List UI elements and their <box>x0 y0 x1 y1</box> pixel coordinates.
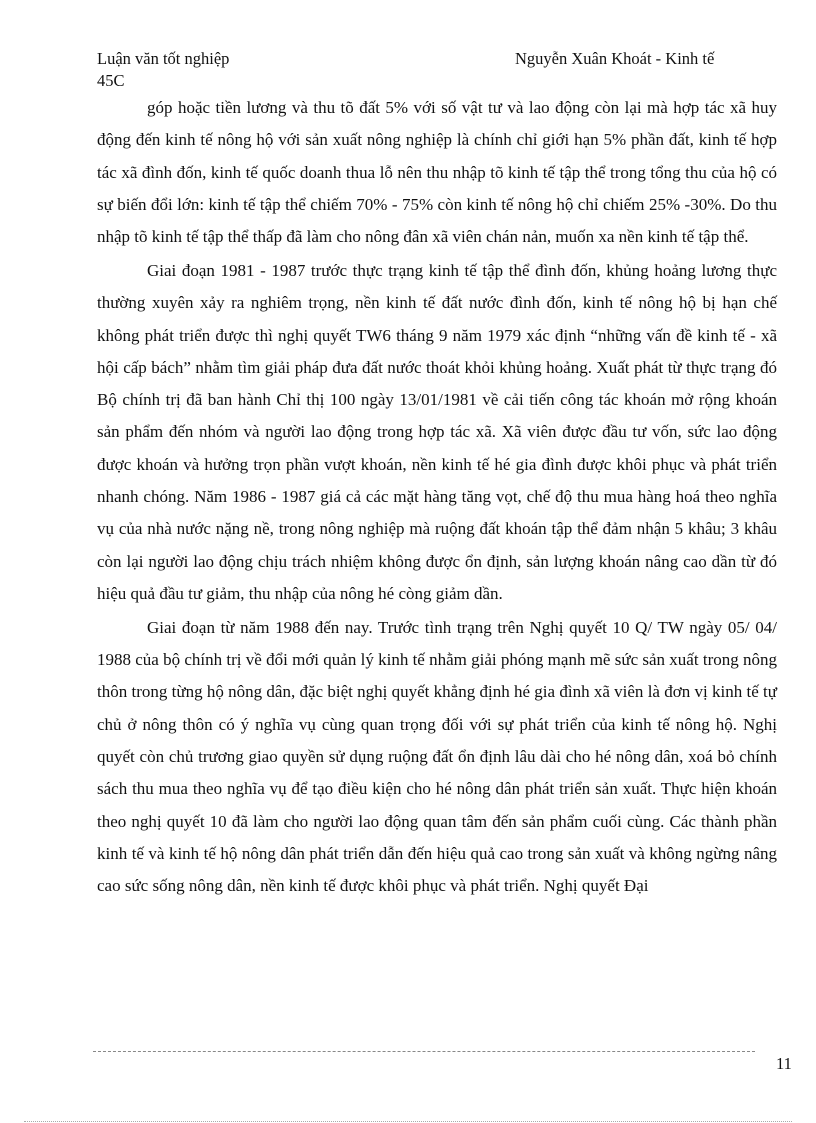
page-bottom-divider <box>24 1121 792 1122</box>
header-thesis-title: Luận văn tốt nghiệp <box>97 49 230 68</box>
footer-divider <box>93 1051 755 1052</box>
paragraph-3: Giai đoạn từ năm 1988 đến nay. Trước tình trạng trên Nghị quyết 10 Q/ TW ngày 05/ 04/ 1988 của bộ chính trị về đổi mới quản lý kinh tế nhằm giải phóng mạnh mẽ sức sản xuất trong nông thôn trong từng hộ nông dân, đặc biệt nghị quyết khẳng định hé gia đình xã viên là đơn vị kinh tế tự chủ ở nông thôn có ý nghĩa vụ cùng quan trọng đối với sự phát triển của kinh tế nông hộ. Nghị quyết còn chủ trương giao quyền sử dụng ruộng đất ổn định lâu dài cho hé nông dân, xoá bỏ chính sách thu mua theo nghĩa vụ để tạo điều kiện cho hé nông dân phát triển sản xuất. Thực hiện khoán theo nghị quyết 10 đã làm cho người lao động quan tâm đến sản phẩm cuối cùng. Các thành phần kinh tế và kinh tế hộ nông dân phát triển dẫn đến hiệu quả cao trong sản xuất và không ngừng nâng cao sức sống nông dân, nền kinh tế được khôi phục và phát triển. Nghị quyết Đại <box>97 617 777 896</box>
page-number: 11 <box>776 1054 792 1073</box>
body-text <box>97 92 777 902</box>
header-author: Nguyễn Xuân Khoát - Kinh tế <box>515 49 715 68</box>
header-author-class: 45C <box>97 71 125 90</box>
paragraph-1: góp hoặc tiền lương và thu tõ đất 5% với số vật tư và lao động còn lại mà hợp tác xã huy động đến kinh tế nông hộ với sản xuất nông nghiệp là chính chỉ giới hạn 5% phần đất, kinh tế hợp tác xã đình đốn, kinh tế quốc doanh thua lỗ nên thu nhập tõ kinh tế tập thể trong tổng thu của hộ có sự biến đổi lớn: kinh tế tập thể chiếm 70% - 75% còn kinh tế nông hộ chỉ chiếm 25% -30%. Do thu nhập tõ kinh tế tập thể thấp đã làm cho nông đân xã viên chán nản, muốn xa nền kinh tế tập thể. <box>97 98 777 247</box>
paragraph-2: Giai đoạn 1981 - 1987 trước thực trạng kinh tế tập thể đình đốn, khủng hoảng lương thực thường xuyên xảy ra nghiêm trọng, nền kinh tế đất nước đình đốn, kinh tế nông hộ bị hạn chế không phát triển được thì nghị quyết TW6 tháng 9 năm 1979 xác định “những vấn đề kinh tế - xã hội cấp bách” nhằm tìm giải pháp đưa đất nước thoát khỏi khủng hoảng. Xuất phát từ thực trạng đó Bộ chính trị đã ban hành Chỉ thị 100 ngày 13/01/1981 về cải tiến công tác khoán mở rộng khoán sản phẩm đến nhóm và người lao động trong hợp tác xã. Xã viên được đầu tư vốn, sức lao động được khoán và hưởng trọn phần vượt khoán, nền kinh tế hé gia đình được khôi phục và phát triển nhanh chóng. Năm 1986 - 1987 giá cả các mặt hàng tăng vọt, chế độ thu mua hàng hoá theo nghĩa vụ của nhà nước nặng nề, trong nông nghiệp mà ruộng đất khoán tập thể đảm nhận 5 khâu; 3 khâu còn lại người lao động chịu trách nhiệm không được ổn định, sản lượng khoán nâng cao dần từ đó hiệu quả đầu tư giảm, thu nhập của nông hé còng giảm dần. <box>97 260 777 603</box>
